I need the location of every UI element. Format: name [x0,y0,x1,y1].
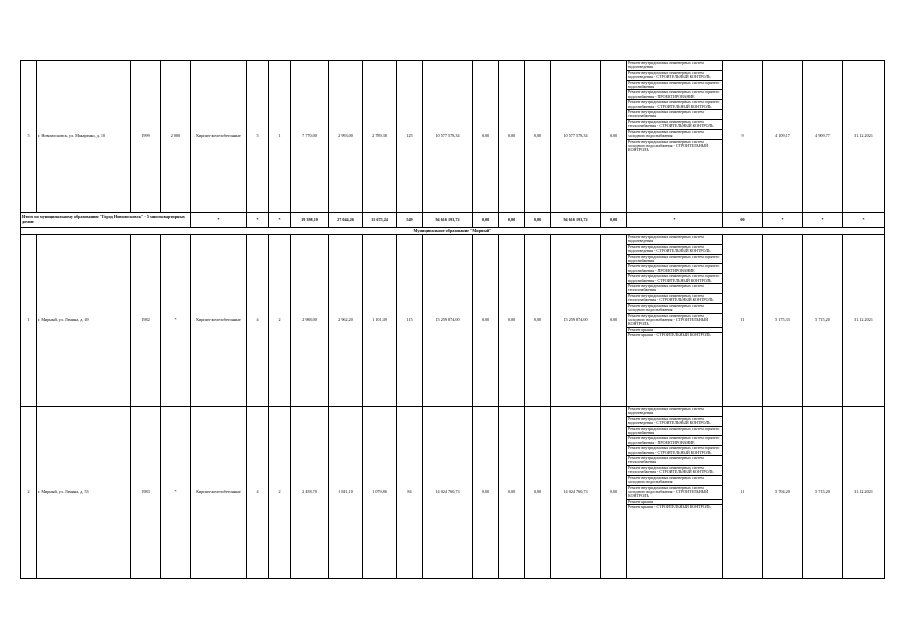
max-cost-per-m2-cell: 5 715,20 [803,407,843,579]
work-item: Ремонт внутридомовых инженерных систем теплоснабжения - СТРОИТЕЛЬНЫЙ КОНТРОЛЬ [627,466,722,476]
wall-material-cell: Кирпич-железобетонные [191,407,247,579]
cost-per-m2-cell: 5 704,20 [763,407,803,579]
summary-cost-per-m2: * [763,213,803,228]
address-cell: г. Мирный, ул. Ленина, д. 53 [37,407,131,579]
summary-area-nonliving: 15 675,24 [363,213,397,228]
year-cell: 1999 [131,61,161,213]
work-item: Ремонт внутридомовых инженерных систем теплоснабжения [627,284,722,294]
row-number: 2 [21,407,37,579]
summary-cell: * [247,213,269,228]
max-cost-per-m2-cell: 5 715,20 [803,235,843,407]
summary-fund-owners: 94 616 193,72 [551,213,601,228]
year-reconstruction-cell: * [161,235,191,407]
cost-total-cell: 10 577 578,34 [423,61,473,213]
fund-owners-cell: 10 577 578,34 [551,61,601,213]
summary-fund-other: 0,00 [601,213,627,228]
summary-works: * [627,213,723,228]
fund-regional-cell: 0,00 [499,407,525,579]
fund-other-cell: 0,00 [601,235,627,407]
entrances-cell: 2 [269,407,291,579]
work-item: Ремонт внутридомовых инженерных систем холодного водоснабжения - СТРОИТЕЛЬНЫЙ КОНТРОЛЬ [627,314,722,328]
summary-months: 00 [723,213,763,228]
summary-max-cost-per-m2: * [803,213,843,228]
row-number: 1 [21,235,37,407]
work-item: Ремонт крыши [627,500,722,505]
work-item: Ремонт внутридомовых инженерных систем холодного водоснабжения [627,304,722,314]
repair-program-table [20,60,885,579]
max-cost-per-m2-cell: 4 909,77 [803,61,843,213]
fund-owners-cell: 15 259 874,00 [551,235,601,407]
work-item: Ремонт внутридомовых инженерных систем горячего водоснабжения - СТРОИТЕЛЬНЫЙ КОНТРОЛЬ [627,274,722,284]
work-item: Ремонт внутридомовых инженерных систем водоотведения - СТРОИТЕЛЬНЫЙ КОНТРОЛЬ [627,417,722,427]
work-item: Ремонт внутридомовых инженерных систем горячего водоснабжения - ПРОЕКТИРОВАНИЕ [627,90,722,100]
cost-total-cell: 14 024 760,73 [423,407,473,579]
area-living-cell: 2 962,20 [329,235,363,407]
work-item: Ремонт внутридомовых инженерных систем горячего водоснабжения - СТРОИТЕЛЬНЫЙ КОНТРОЛЬ [627,446,722,456]
work-item: Ремонт внутридомовых инженерных систем холодного водоснабжения [627,130,722,140]
deadline-cell: 31.12.2021 [843,407,885,579]
residents-cell: 125 [397,61,423,213]
municipality-row [21,228,885,235]
fund-regional-cell: 0,00 [499,235,525,407]
work-item: Ремонт внутридомовых инженерных систем водоотведения - СТРОИТЕЛЬНЫЙ КОНТРОЛЬ [627,71,722,81]
work-item: Ремонт внутридомовых инженерных систем горячего водоснабжения [627,255,722,265]
work-item: Ремонт внутридомовых инженерных систем теплоснабжения - СТРОИТЕЛЬНЫЙ КОНТРОЛЬ [627,294,722,304]
cost-per-m2-cell: 5 175,33 [763,235,803,407]
year-reconstruction-cell: * [161,407,191,579]
floors-cell: 4 [247,235,269,407]
summary-area-total: 19 398,10 [291,213,329,228]
row-number: 5 [21,61,37,213]
summary-label: Итого по муниципальному образованию "Город Новомосковск" - 5 многоквартирных домов: [21,213,191,228]
year-cell: 1982 [131,235,161,407]
summary-row [21,213,885,228]
work-item: Ремонт внутридомовых инженерных систем водоотведения [627,61,722,71]
area-nonliving-cell: 2 789,38 [363,61,397,213]
work-item: Ремонт крыши [627,328,722,333]
work-item: Ремонт внутридомовых инженерных систем теплоснабжения - СТРОИТЕЛЬНЫЙ КОНТРОЛЬ [627,120,722,130]
cost-per-m2-cell: 4 109,17 [763,61,803,213]
fund-federal-cell: 0,00 [473,235,499,407]
fund-local-cell: 0,00 [525,407,551,579]
address-cell: г. Мирный, ул. Ленина, д. 49 [37,235,131,407]
deadline-cell: 31.12.2021 [843,61,885,213]
work-item: Ремонт внутридомовых инженерных систем холодного водоснабжения - СТРОИТЕЛЬНЫЙ КОНТРОЛЬ [628,139,709,153]
wall-material-cell: Кирпич-железобетонные [191,61,247,213]
fund-federal-cell: 0,00 [473,407,499,579]
fund-other-cell: 0,00 [601,407,627,579]
summary-cell: * [269,213,291,228]
fund-regional-cell: 0,00 [499,61,525,213]
months-cell: 9 [723,61,763,213]
work-item: Ремонт внутридомовых инженерных систем горячего водоснабжения - ПРОЕКТИРОВАНИЕ [627,436,722,446]
summary-cell: * [191,213,247,228]
work-item: Ремонт внутридомовых инженерных систем водоотведения - СТРОИТЕЛЬНЫЙ КОНТРОЛЬ [627,245,722,255]
months-cell: 11 [723,407,763,579]
work-item: Ремонт внутридомовых инженерных систем горячего водоснабжения - ПРОЕКТИРОВАНИЕ [627,264,722,274]
year-reconstruction-cell: 2 000 [161,61,191,213]
table-row [21,61,885,213]
entrances-cell: 2 [269,235,291,407]
summary-cost-total: 94 616 193,72 [423,213,473,228]
summary-area-living: 27 044,26 [329,213,363,228]
fund-local-cell: 0,00 [525,61,551,213]
area-total-cell: 2 458,70 [291,407,329,579]
area-nonliving-cell: 1 101,49 [363,235,397,407]
work-item: Ремонт внутридомовых инженерных систем холодного водоснабжения [627,476,722,486]
fund-owners-cell: 14 024 760,73 [551,407,601,579]
work-item: Ремонт внутридомовых инженерных систем теплоснабжения [627,110,722,120]
fund-local-cell: 0,00 [525,235,551,407]
residents-cell: 115 [397,235,423,407]
work-item: Ремонт крыши - СТРОИТЕЛЬНЫЙ КОНТРОЛЬ [628,505,711,510]
floors-cell: 4 [247,407,269,579]
entrances-cell: 1 [269,61,291,213]
summary-residents: 549 [397,213,423,228]
area-living-cell: 1 841,10 [329,407,363,579]
area-nonliving-cell: 1 079,86 [363,407,397,579]
work-item: Ремонт внутридомовых инженерных систем горячего водоснабжения - СТРОИТЕЛЬНЫЙ КОНТРОЛЬ [627,100,722,110]
summary-deadline: * [843,213,885,228]
year-cell: 1983 [131,407,161,579]
work-item: Ремонт внутридомовых инженерных систем водоотведения [627,407,722,417]
works-cell [627,407,723,579]
address-cell: г. Новомосковск, ул. Макаренко, д. 10 [37,61,131,213]
floors-cell: 5 [247,61,269,213]
work-item: Ремонт внутридомовых инженерных систем горячего водоснабжения [627,81,722,91]
document-page [20,60,884,579]
work-item: Ремонт внутридомовых инженерных систем теплоснабжения [627,456,722,466]
fund-federal-cell: 0,00 [473,61,499,213]
table-row [21,407,885,579]
summary-fund-regional: 0,00 [499,213,525,228]
works-cell [627,61,723,213]
work-item: Ремонт крыши - СТРОИТЕЛЬНЫЙ КОНТРОЛЬ [628,333,711,338]
summary-fund-federal: 0,00 [473,213,499,228]
area-total-cell: 7 770,00 [291,61,329,213]
area-living-cell: 2 993,00 [329,61,363,213]
work-item: Ремонт внутридомовых инженерных систем холодного водоснабжения - СТРОИТЕЛЬНЫЙ КОНТРОЛЬ [627,486,722,500]
work-item: Ремонт внутридомовых инженерных систем водоотведения [627,235,722,245]
deadline-cell: 31.12.2021 [843,235,885,407]
work-item: Ремонт внутридомовых инженерных систем горячего водоснабжения [627,427,722,437]
wall-material-cell: Кирпич-железобетонные [191,235,247,407]
area-total-cell: 2 988,00 [291,235,329,407]
residents-cell: 84 [397,407,423,579]
works-cell [627,235,723,407]
cost-total-cell: 15 259 874,00 [423,235,473,407]
summary-fund-local: 0,00 [525,213,551,228]
table-row [21,235,885,407]
municipality-title: Муниципальное образование "Мирный" [21,228,885,235]
months-cell: 11 [723,235,763,407]
fund-other-cell: 0,00 [601,61,627,213]
